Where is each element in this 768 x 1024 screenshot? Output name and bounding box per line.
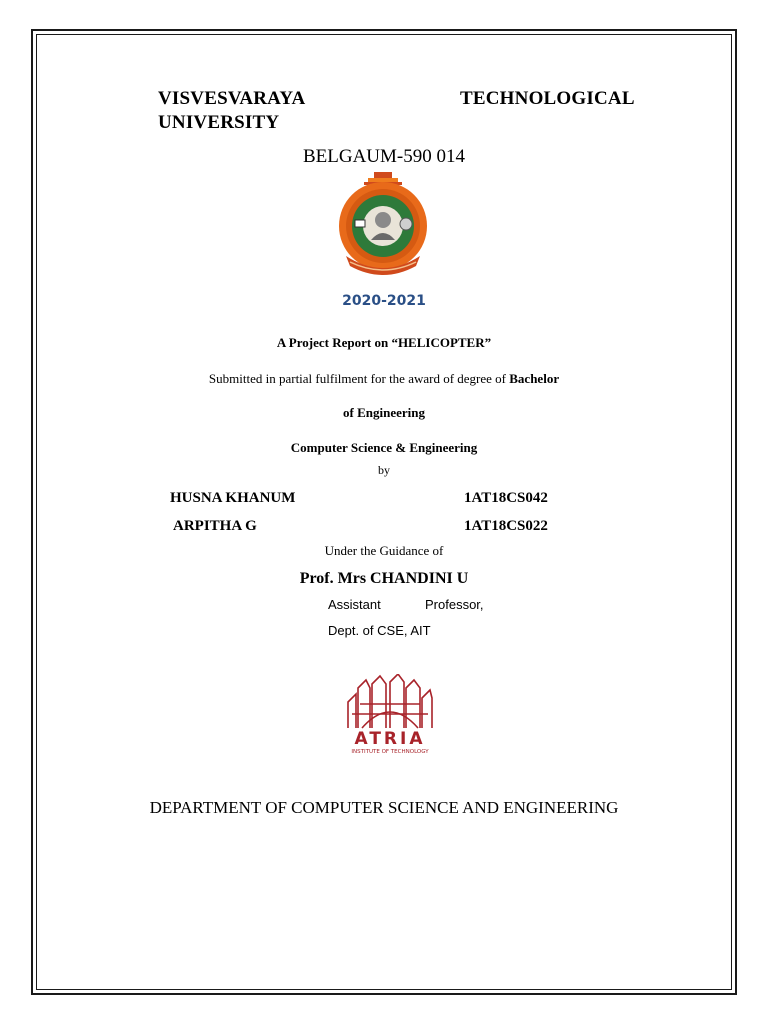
- academic-year: 2020-2021: [342, 293, 426, 309]
- department-name: DEPARTMENT OF COMPUTER SCIENCE AND ENGINEERING: [149, 798, 619, 817]
- submission-prefix: Submitted in partial fulfilment for the award of degree of: [208, 371, 510, 386]
- atria-name: ATRIA: [354, 729, 426, 749]
- designation-word2: Professor,: [425, 597, 484, 612]
- designation-word1: Assistant: [328, 597, 381, 612]
- vtu-emblem-graphic: [339, 172, 427, 275]
- student-usn: 1AT18CS042: [464, 490, 548, 506]
- university-location: BELGAUM-590 014: [302, 146, 466, 167]
- degree-name: Bachelor: [509, 371, 560, 386]
- guidance-label: Under the Guidance of: [324, 543, 444, 558]
- atria-logo: [342, 674, 438, 760]
- degree-line2: of Engineering: [343, 405, 425, 420]
- university-name-word2: TECHNOLOGICAL: [460, 88, 635, 109]
- student-usn: 1AT18CS022: [464, 518, 548, 534]
- submission-statement: [0, 371, 768, 387]
- atria-building-icon: [342, 674, 438, 730]
- atria-tagline: INSTITUTE OF TECHNOLOGY: [351, 749, 429, 755]
- student-name: HUSNA KHANUM: [170, 490, 296, 506]
- university-name-word1: VISVESVARAYA: [158, 88, 306, 109]
- guide-department: Dept. of CSE, AIT: [328, 623, 431, 638]
- branch: Computer Science & Engineering: [290, 440, 478, 455]
- report-title: A Project Report on “HELICOPTER”: [276, 335, 492, 350]
- student-name: ARPITHA G: [173, 518, 257, 534]
- guide-name: Prof. Mrs CHANDINI U: [299, 570, 469, 587]
- university-name-word3: UNIVERSITY: [158, 112, 280, 133]
- by-label: by: [378, 463, 390, 477]
- vtu-logo: [328, 168, 438, 280]
